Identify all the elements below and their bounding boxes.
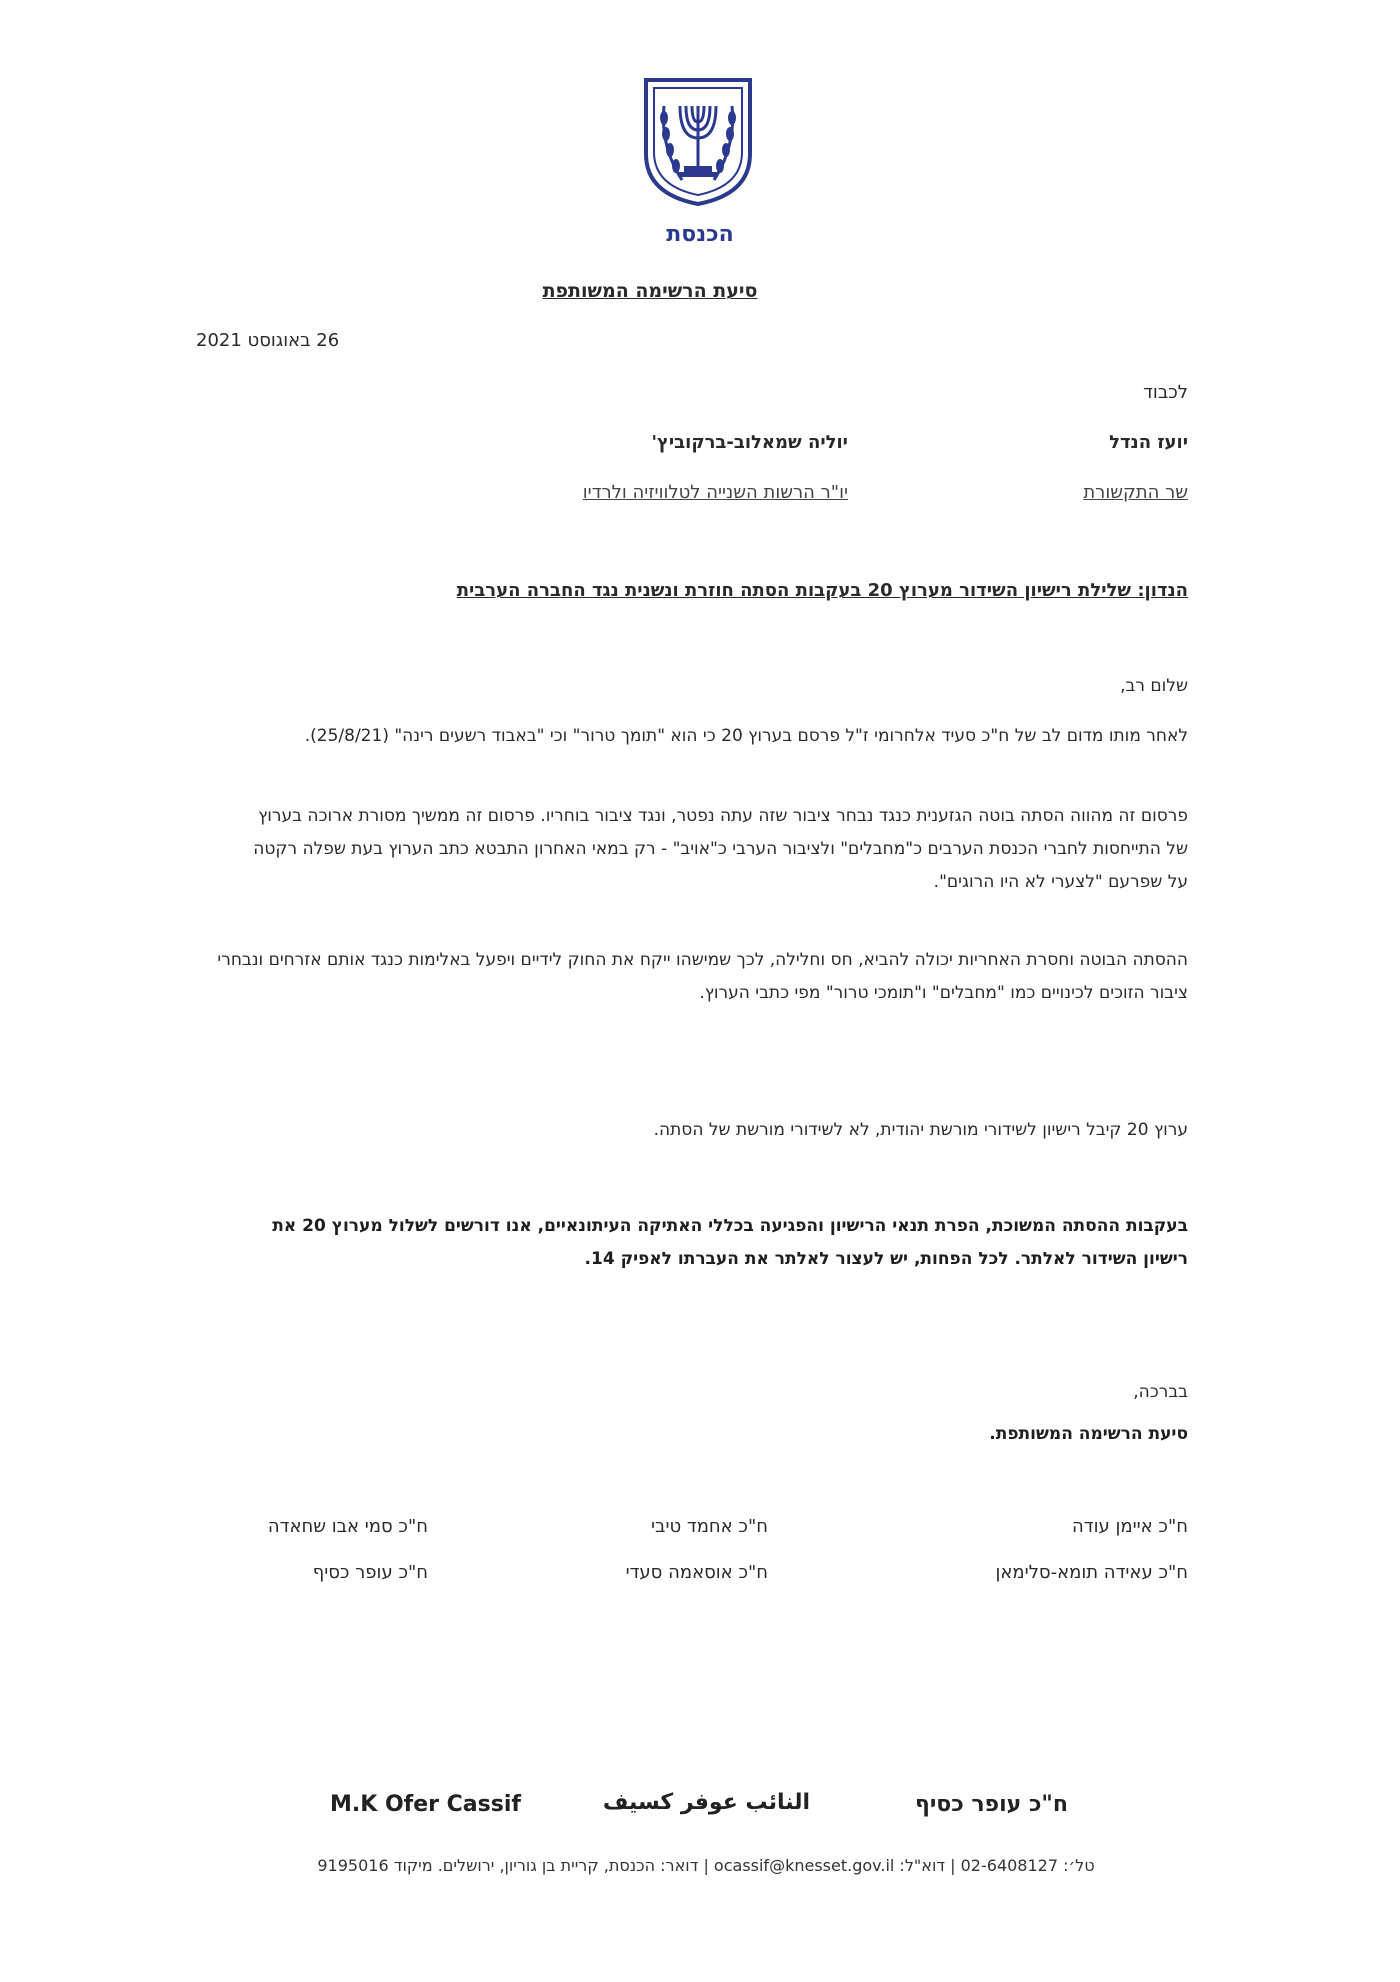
body-paragraph: ההסתה הבוטה וחסרת האחריות יכולה להביא, חס וחלילה, לכך שמישהו ייקח את החוק לידיים ויפעל באלימות כנגד אותם אזרחים ונבחרי ציבור הזוכים לכינויים כמו "מחבלים" ו"תומכי טרור" מפי כתבי הערוץ.: [217, 950, 1188, 1003]
footer-contact: טל׳: 02-6408127 | דוא"ל: ocassif@knesset.gov.il | דואר: הכנסת, קריית בן גוריון, ירושלים. מיקוד 9195016: [317, 1856, 1095, 1875]
body-paragraph: לאחר מותו מדום לב של ח"כ סעיד אלחרומי ז"ל פרסם בערוץ 20 כי הוא "תומך טרור" וכי "באבוד רשעים רינה" (25/8/21).: [304, 726, 1188, 746]
salutation-to: לכבוד: [1143, 382, 1188, 403]
footer-name-hebrew: ח"כ עופר כסיף: [914, 1792, 1068, 1817]
recipient-role: יו"ר הרשות השנייה לטלוויזיה ולרדיו: [582, 482, 848, 503]
greeting: שלום רב,: [1120, 676, 1188, 696]
body-paragraph-demand: בעקבות ההסתה המשוכת, הפרת תנאי הרישיון והפגיעה בכללי האתיקה העיתונאיים, אנו דורשים לשלול מערוץ 20 את רישיון השידור לאלתר. לכל הפחות, יש לעצור לאלתר את העברתו לאפיק 14.: [272, 1216, 1188, 1269]
footer-name-arabic: النائب عوفر كسيف: [602, 1790, 810, 1815]
signatory: ח"כ אוסאמה סעדי: [625, 1562, 768, 1583]
footer-name-english: M.K Ofer Cassif: [330, 1792, 521, 1817]
knesset-menorah-emblem-icon: [642, 76, 754, 206]
closing: בברכה,: [1133, 1382, 1188, 1402]
signature-group: סיעת הרשימה המשותפת.: [989, 1424, 1188, 1444]
recipient-name: יוליה שמאלוב-ברקוביץ': [651, 432, 848, 453]
signatory: ח"כ עופר כסיף: [312, 1562, 428, 1583]
signatory: ח"כ אחמד טיבי: [651, 1516, 768, 1537]
recipient-name: יועז הנדל: [1109, 432, 1188, 453]
signatory: ח"כ סמי אבו שחאדה: [267, 1516, 428, 1537]
signatory: ח"כ עאידה תומא-סלימאן: [995, 1562, 1188, 1583]
body-paragraph: ערוץ 20 קיבל רישיון לשידורי מורשת יהודית, לא לשידורי מורשת של הסתה.: [653, 1120, 1188, 1140]
signatory: ח"כ איימן עודה: [1072, 1516, 1188, 1537]
body-paragraph: פרסום זה מהווה הסתה בוטה הגזענית כנגד נבחר ציבור שזה עתה נפטר, ונגד ציבור בוחריו. פרסום זה ממשיך מסורת ארוכה בערוץ של התייחסות לחברי הכנסת הערבים כ"מחבלים" ולציבור הערבי כ"אויב" - רק במאי האחרון התבטא כתב הערוץ בעת שפלה רקטה על שפרעם "לצערי לא היו הרוגים".: [253, 806, 1188, 892]
faction-header: סיעת הרשימה המשותפת: [542, 280, 758, 302]
recipient-role: שר התקשורת: [1083, 482, 1188, 503]
institution-name: הכנסת: [666, 222, 734, 247]
letter-subject: הנדון: שלילת רישיון השידור מערוץ 20 בעקבות הסתה חוזרת ונשנית נגד החברה הערבית: [456, 580, 1188, 601]
letter-date: 26 באוגוסט 2021: [196, 330, 340, 351]
